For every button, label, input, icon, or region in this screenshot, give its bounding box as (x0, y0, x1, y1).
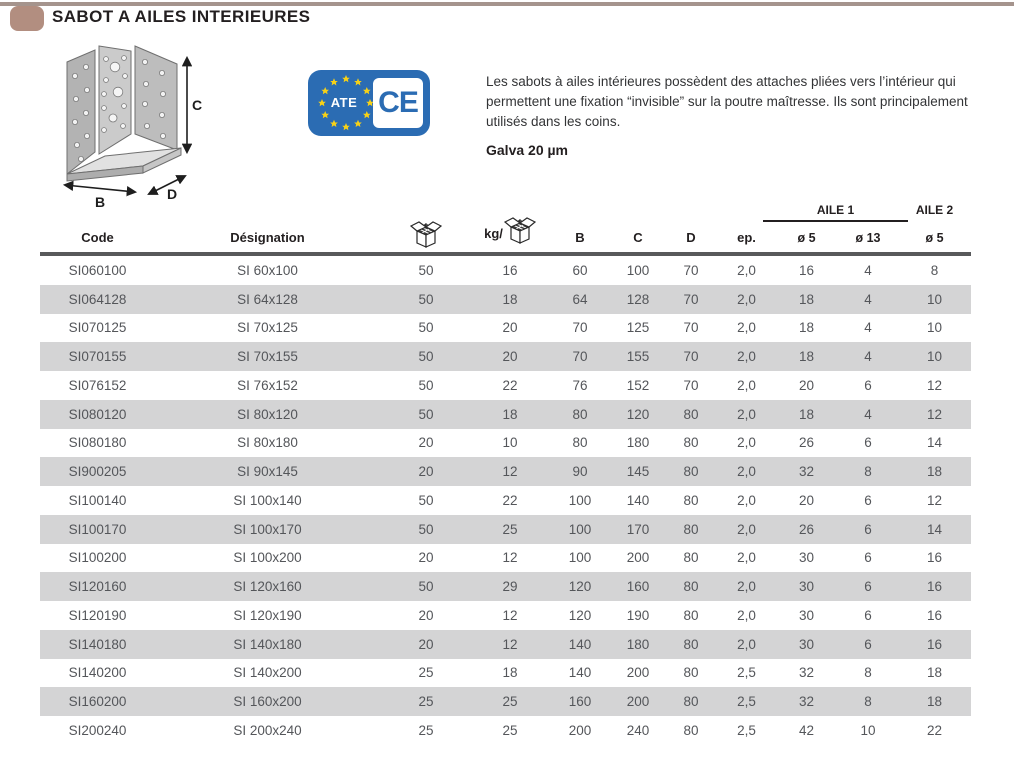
table-body (40, 256, 971, 745)
cell-aile1-o5: 18 (798, 349, 815, 365)
cell-c: 155 (626, 349, 650, 365)
cell-kg-box: 25 (502, 521, 518, 537)
cell-d: 70 (683, 349, 699, 365)
table-header (40, 200, 971, 256)
header-cell-ep: ep. (737, 230, 756, 245)
cell-qty-box: 20 (418, 464, 434, 480)
kg-prefix-label: kg/ (484, 226, 503, 241)
cell-designation: SI 140x180 (233, 636, 302, 652)
cell-c: 152 (626, 377, 650, 393)
cell-designation: SI 70x125 (237, 320, 298, 336)
cell-aile2-o5: 16 (926, 550, 943, 566)
cell-aile2-o5: 12 (926, 492, 943, 508)
cell-c: 125 (626, 320, 650, 336)
cell-aile1-o13: 4 (864, 262, 872, 278)
table-row (40, 716, 971, 745)
cell-designation: SI 100x140 (233, 492, 302, 508)
cell-aile1-o13: 4 (864, 291, 872, 307)
cell-ep: 2,0 (737, 406, 756, 422)
cell-designation: SI 60x100 (237, 262, 298, 278)
table-row (40, 371, 971, 400)
cell-aile1-o13: 6 (864, 607, 872, 623)
cell-d: 80 (683, 636, 699, 652)
cell-code: SI080120 (68, 406, 127, 422)
product-description: Les sabots à ailes intérieures possèdent des attaches pliées vers l’intérieur qui permettent une fixation “invisible” sur la poutre maîtresse. Ils sont principalement utilisés dans les coins. (486, 74, 968, 129)
cell-c: 140 (626, 492, 650, 508)
cell-aile1-o5: 30 (798, 579, 815, 595)
cell-d: 80 (683, 521, 699, 537)
cell-aile1-o13: 4 (864, 320, 872, 336)
header-cell-d: D (686, 230, 696, 245)
table-row (40, 572, 971, 601)
cell-qty-box: 50 (418, 377, 434, 393)
cell-b: 200 (568, 722, 592, 738)
dim-label-c: C (192, 97, 203, 113)
cell-designation: SI 80x120 (237, 406, 298, 422)
cell-code: SI080180 (68, 435, 127, 451)
title-chip (10, 6, 44, 31)
cell-b: 100 (568, 550, 592, 566)
cell-aile2-o5: 16 (926, 636, 943, 652)
cell-designation: SI 120x160 (233, 579, 302, 595)
table-row (40, 457, 971, 486)
cell-ep: 2,5 (737, 665, 756, 681)
cell-kg-box: 18 (502, 665, 518, 681)
ate-label: ATE (330, 95, 358, 110)
cell-d: 80 (683, 694, 699, 710)
cell-aile1-o5: 32 (798, 694, 815, 710)
cell-d: 70 (683, 377, 699, 393)
cell-designation: SI 100x170 (233, 521, 302, 537)
cell-aile1-o13: 6 (864, 521, 872, 537)
cell-kg-box: 16 (502, 262, 518, 278)
cell-kg-box: 12 (502, 607, 518, 623)
cell-qty-box: 25 (418, 665, 434, 681)
cell-c: 180 (626, 435, 650, 451)
cell-b: 160 (568, 694, 592, 710)
header-cell-aile1-o5: ø 5 (797, 231, 816, 245)
table-row (40, 342, 971, 371)
cell-d: 80 (683, 492, 699, 508)
cell-b: 90 (572, 464, 588, 480)
header-cell-b: B (575, 230, 585, 245)
cell-aile1-o13: 6 (864, 377, 872, 393)
cell-c: 160 (626, 579, 650, 595)
page-title: SABOT A AILES INTERIEURES (52, 7, 311, 26)
cell-aile1-o5: 18 (798, 406, 815, 422)
cell-d: 80 (683, 464, 699, 480)
cell-code: SI070125 (68, 320, 127, 336)
cell-d: 70 (683, 320, 699, 336)
cell-ep: 2,0 (737, 607, 756, 623)
ce-label: CE (378, 86, 418, 119)
header-cell-c: C (633, 230, 643, 245)
cell-code: SI200240 (68, 722, 127, 738)
cell-c: 170 (626, 521, 650, 537)
cell-aile1-o5: 30 (798, 636, 815, 652)
cell-code: SI060100 (68, 262, 127, 278)
cell-aile2-o5: 16 (926, 607, 943, 623)
cell-b: 100 (568, 492, 592, 508)
cell-b: 76 (572, 377, 588, 393)
cell-aile2-o5: 22 (926, 722, 943, 738)
cell-designation: SI 76x152 (237, 377, 298, 393)
product-illustration (55, 42, 205, 210)
cell-designation: SI 160x200 (233, 694, 302, 710)
aile2-group-label: AILE 2 (915, 203, 954, 217)
cell-d: 70 (683, 262, 699, 278)
table-row (40, 256, 971, 285)
cell-b: 120 (568, 579, 592, 595)
aile1-group-label: AILE 1 (763, 203, 908, 222)
cell-d: 80 (683, 550, 699, 566)
table-row (40, 630, 971, 659)
cell-designation: SI 80x180 (237, 435, 298, 451)
cell-kg-box: 18 (502, 406, 518, 422)
cell-c: 200 (626, 694, 650, 710)
cell-designation: SI 90x145 (237, 464, 298, 480)
cell-d: 80 (683, 665, 699, 681)
cell-c: 190 (626, 607, 650, 623)
box-icon (504, 215, 536, 245)
cell-ep: 2,0 (737, 435, 756, 451)
cell-b: 140 (568, 665, 592, 681)
cell-aile2-o5: 18 (926, 694, 943, 710)
cell-designation: SI 64x128 (237, 291, 298, 307)
cell-kg-box: 12 (502, 636, 518, 652)
table-row (40, 544, 971, 573)
cell-aile2-o5: 10 (926, 291, 943, 307)
header-cell-code: Code (81, 230, 114, 245)
cell-aile1-o13: 8 (864, 464, 872, 480)
ce-panel (373, 78, 423, 128)
cell-ep: 2,0 (737, 636, 756, 652)
cell-ep: 2,0 (737, 349, 756, 365)
cell-c: 120 (626, 406, 650, 422)
table-row (40, 314, 971, 343)
cell-qty-box: 20 (418, 607, 434, 623)
cell-aile1-o13: 8 (864, 694, 872, 710)
cell-kg-box: 22 (502, 492, 518, 508)
cell-code: SI076152 (68, 377, 127, 393)
cell-ep: 2,0 (737, 291, 756, 307)
cell-kg-box: 20 (502, 320, 518, 336)
cell-code: SI160200 (68, 694, 127, 710)
cell-qty-box: 50 (418, 521, 434, 537)
cell-aile1-o13: 4 (864, 406, 872, 422)
cell-d: 70 (683, 291, 699, 307)
cell-code: SI100140 (68, 492, 127, 508)
dim-label-b: B (95, 194, 106, 210)
header-cell-designation: Désignation (230, 230, 305, 245)
cell-aile1-o13: 8 (864, 665, 872, 681)
cell-b: 140 (568, 636, 592, 652)
cell-aile2-o5: 12 (926, 377, 943, 393)
ate-ce-logo (308, 70, 430, 136)
cell-aile1-o13: 6 (864, 579, 872, 595)
cell-kg-box: 25 (502, 722, 518, 738)
cell-qty-box: 50 (418, 349, 434, 365)
cell-aile2-o5: 16 (926, 579, 943, 595)
table-row (40, 515, 971, 544)
cell-ep: 2,0 (737, 550, 756, 566)
cell-d: 80 (683, 722, 699, 738)
cell-qty-box: 50 (418, 320, 434, 336)
cell-ep: 2,0 (737, 320, 756, 336)
table-row (40, 400, 971, 429)
box-icon (410, 219, 442, 249)
cell-ep: 2,0 (737, 377, 756, 393)
table-row (40, 687, 971, 716)
cell-code: SI120190 (68, 607, 127, 623)
cell-d: 80 (683, 406, 699, 422)
cell-aile1-o5: 18 (798, 320, 815, 336)
cell-qty-box: 50 (418, 262, 434, 278)
cell-aile2-o5: 14 (926, 435, 943, 451)
cell-ep: 2,0 (737, 579, 756, 595)
cell-ep: 2,5 (737, 694, 756, 710)
cell-aile2-o5: 8 (930, 262, 939, 278)
cell-kg-box: 25 (502, 694, 518, 710)
cell-qty-box: 50 (418, 579, 434, 595)
cell-b: 100 (568, 521, 592, 537)
cell-aile1-o5: 26 (798, 435, 815, 451)
cell-aile2-o5: 10 (926, 320, 943, 336)
cell-ep: 2,0 (737, 492, 756, 508)
cell-b: 70 (572, 349, 588, 365)
cell-aile1-o13: 6 (864, 435, 872, 451)
cell-d: 80 (683, 607, 699, 623)
cell-qty-box: 50 (418, 406, 434, 422)
cell-qty-box: 20 (418, 435, 434, 451)
top-rule (0, 2, 1014, 6)
cell-aile1-o13: 6 (864, 492, 872, 508)
cell-b: 64 (572, 291, 588, 307)
cell-aile2-o5: 10 (926, 349, 943, 365)
cell-code: SI064128 (68, 291, 127, 307)
cell-aile1-o5: 26 (798, 521, 815, 537)
cell-aile1-o5: 16 (798, 262, 815, 278)
table-row (40, 285, 971, 314)
header-cell-aile2-o5: ø 5 (925, 231, 944, 245)
cell-c: 180 (626, 636, 650, 652)
cell-aile2-o5: 18 (926, 665, 943, 681)
table-row (40, 429, 971, 458)
cell-c: 145 (626, 464, 650, 480)
cell-code: SI100170 (68, 521, 127, 537)
cell-designation: SI 140x200 (233, 665, 302, 681)
header-cell-kg-box (472, 215, 548, 252)
table-row (40, 601, 971, 630)
cell-code: SI100200 (68, 550, 127, 566)
cell-kg-box: 18 (502, 291, 518, 307)
cell-c: 200 (626, 665, 650, 681)
cell-aile1-o5: 20 (798, 377, 815, 393)
galva-note: Galva 20 µm (486, 142, 569, 158)
cell-code: SI140200 (68, 665, 127, 681)
cell-aile1-o5: 30 (798, 607, 815, 623)
cell-b: 80 (572, 406, 588, 422)
cell-designation: SI 120x190 (233, 607, 302, 623)
cell-qty-box: 20 (418, 550, 434, 566)
cell-c: 240 (626, 722, 650, 738)
cell-aile2-o5: 12 (926, 406, 943, 422)
cell-kg-box: 12 (502, 464, 518, 480)
cell-kg-box: 29 (502, 579, 518, 595)
cell-designation: SI 100x200 (233, 550, 302, 566)
cell-c: 100 (626, 262, 650, 278)
cell-aile1-o13: 6 (864, 636, 872, 652)
cell-qty-box: 25 (418, 694, 434, 710)
cell-code: SI070155 (68, 349, 127, 365)
cell-aile2-o5: 14 (926, 521, 943, 537)
cell-aile1-o5: 32 (798, 665, 815, 681)
cell-d: 80 (683, 435, 699, 451)
header-cell-aile1-o13: ø 13 (855, 231, 881, 245)
cell-kg-box: 22 (502, 377, 518, 393)
cell-code: SI120160 (68, 579, 127, 595)
cell-qty-box: 50 (418, 291, 434, 307)
cell-b: 80 (572, 435, 588, 451)
cell-designation: SI 70x155 (237, 349, 298, 365)
cell-b: 60 (572, 262, 588, 278)
cell-aile1-o5: 20 (798, 492, 815, 508)
cell-d: 80 (683, 579, 699, 595)
cell-aile1-o5: 32 (798, 464, 815, 480)
cell-aile1-o13: 4 (864, 349, 872, 365)
header-cell-qty-box (380, 219, 472, 252)
cell-ep: 2,0 (737, 464, 756, 480)
cell-ep: 2,5 (737, 722, 756, 738)
cell-aile1-o5: 42 (798, 722, 815, 738)
cell-designation: SI 200x240 (233, 722, 302, 738)
cell-code: SI140180 (68, 636, 127, 652)
cell-qty-box: 20 (418, 636, 434, 652)
cell-kg-box: 20 (502, 349, 518, 365)
cell-aile1-o5: 30 (798, 550, 815, 566)
cell-b: 70 (572, 320, 588, 336)
cell-ep: 2,0 (737, 521, 756, 537)
cell-code: SI900205 (68, 464, 127, 480)
dim-label-d: D (167, 186, 178, 202)
cell-aile1-o13: 6 (864, 550, 872, 566)
cell-b: 120 (568, 607, 592, 623)
cell-aile1-o13: 10 (860, 722, 876, 738)
cell-kg-box: 12 (502, 550, 518, 566)
cell-qty-box: 50 (418, 492, 434, 508)
cell-aile1-o5: 18 (798, 291, 815, 307)
cell-c: 200 (626, 550, 650, 566)
table-row (40, 486, 971, 515)
cell-kg-box: 10 (502, 435, 518, 451)
table-row (40, 659, 971, 688)
cell-c: 128 (626, 291, 650, 307)
cell-aile2-o5: 18 (926, 464, 943, 480)
spec-table (40, 200, 971, 745)
cell-ep: 2,0 (737, 262, 756, 278)
cell-qty-box: 25 (418, 722, 434, 738)
